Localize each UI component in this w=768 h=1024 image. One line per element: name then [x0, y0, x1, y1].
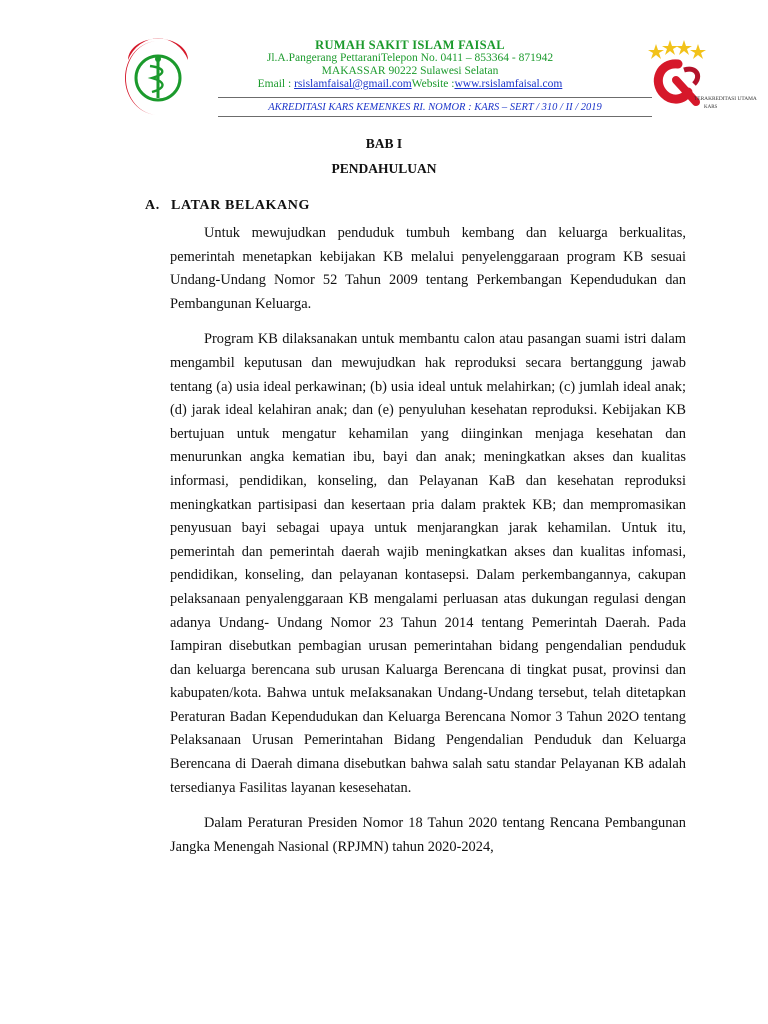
- section-heading: [145, 198, 310, 214]
- badge-text: TERAKREDITASI UTAMA: [694, 96, 757, 102]
- hospital-city: MAKASSAR 90222 Sulawesi Selatan: [321, 65, 499, 77]
- paragraph: Untuk mewujudkan penduduk tumbuh kembang dan keluarga berkualitas, pemerintah menetapkan kebijakan KB melalui penyelenggaraan program KB sesuai Undang-Undang Nomor 52 Tahun 2009 tentang Perkembangan Kependudukan dan Pembangunan Keluarga.: [170, 225, 686, 312]
- paragraph: Dalam Peraturan Presiden Nomor 18 Tahun 2020 tentang Rencana Pembangunan Jangka Menengah Nasional (RPJMN) tahun 2020-2024,: [170, 815, 686, 855]
- hospital-address: Jl.A.Pangerang PettaraniTelepon No. 0411 – 853364 - 871942: [266, 52, 554, 64]
- website-label: Website :: [411, 78, 455, 90]
- header-divider-top: [218, 97, 652, 98]
- crescent-caduceus-logo-icon: [122, 38, 194, 118]
- body-text: [170, 222, 686, 871]
- contact-line: [200, 78, 620, 91]
- section-title: LATAR BELAKANG: [171, 198, 310, 213]
- badge-sub: KARS: [704, 105, 718, 110]
- hospital-name: RUMAH SAKIT ISLAM FAISAL: [315, 38, 505, 52]
- paragraph: Program KB dilaksanakan untuk membantu calon atau pasangan suami istri dalam mengambil keputusan dan mewujudkan hak reproduksi secara bertanggung jawab tentang (a) usia ideal perkawinan; (b) usia ideal untuk melahirkan; (c) jumlah ideal anak; (d) jarak ideal kelahiran anak; dan (e) penyuluhan kesehatan reproduksi. Kebijakan KB bertujuan untuk mengatur kehamilan yang diinginkan menjaga kesehatan dan menurunkan angka kematian ibu, bayi dan anak; meningkatkan akses dan kualitas informasi, pendidikan, konseling, dan Pelayanan KaB dan kesehatan reproduksi meningkatkan partisipasi dan kesertaan pria dalam praktek KB; dan mempromasikan penyusuan bayi sebagai upaya untuk menjarangkan jarak kehamilan. Untuk itu, pemerintah dan pemerintah daerah wajib meningkatkan akses dan kualitas infomasi, pendidikan, konseling, dan pelayanan kontasepsi. Dalam perkembangannya, cakupan pelaksanaan penyalenggaraan KB mengalami perluasan atas dukungan regulasi dengan adanya Undang- Undang Nomor 23 Tahun 2014 tentang Pemerintah Daerah. Pada Iampiran disebutkan pembagian urusan pemerintahan bidang pengendalian penduduk dan keluarga berencana sub urusan Kaluarga Berencana di tingkat pusat, provinsi dan kabupaten/kota. Bahwa untuk meIaksanakan Undang-Undang tersebut, telah ditetapkan Peraturan Badan Kependudukan dan Keluarga Berencana Nomor 3 Tahun 202O tentang Pelaksanaan Urusan Pemerintahan Bidang Pengendalian Penduduk dan Keluarga Berencana di Daerah dimana disebutkan bahwa salah satu standar Pelayanan KB adalah tersedianya Fasilitas layanan kesesehatan.: [170, 331, 686, 796]
- header-divider-bottom: [218, 116, 652, 117]
- email-label: Email :: [257, 78, 295, 90]
- chapter-title: PENDAHULUAN: [331, 161, 437, 176]
- kars-accreditation-logo-icon: [632, 36, 757, 120]
- accreditation-line: AKREDITASI KARS KEMENKES RI. NOMOR : KARS – SERT / 310 / II / 2019: [268, 102, 602, 113]
- letterhead: [200, 38, 620, 91]
- email-link[interactable]: rsislamfaisal@gmail.com: [294, 78, 412, 90]
- section-number: A.: [145, 198, 160, 213]
- chapter-label: BAB I: [365, 136, 403, 151]
- website-link[interactable]: www.rsislamfaisal.com: [454, 78, 563, 90]
